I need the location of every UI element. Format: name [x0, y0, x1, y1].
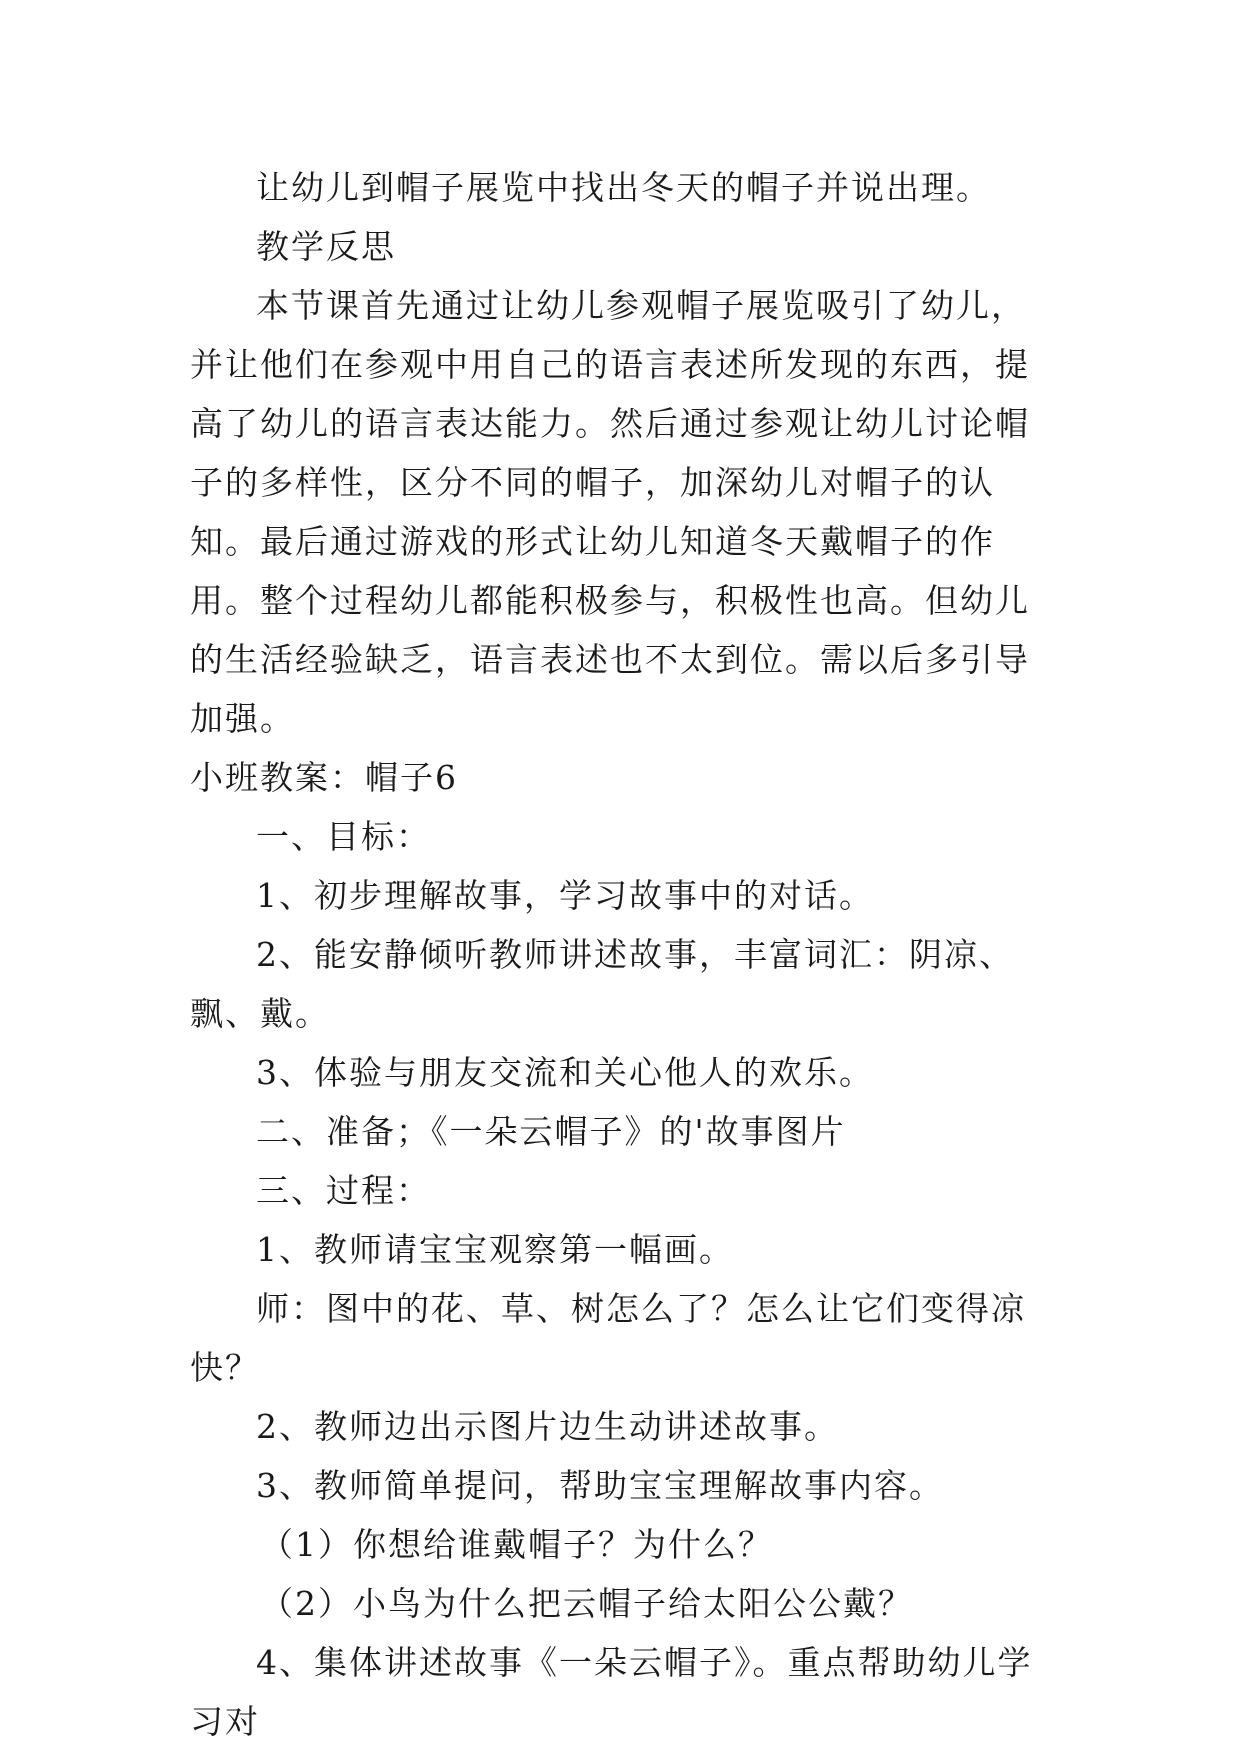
list-item: 1、教师请宝宝观察第一幅画。	[256, 1230, 734, 1269]
section-heading-reflection: 教学反思	[256, 227, 396, 266]
lesson-title: 小班教案：帽子6	[190, 758, 458, 797]
dialogue-line: 师：图中的花、草、树怎么了？怎么让它们变得凉快？	[190, 1289, 1026, 1387]
list-item: 1、初步理解故事，学习故事中的对话。	[256, 876, 874, 915]
list-item: 3、体验与朋友交流和关心他人的欢乐。	[256, 1053, 874, 1092]
paragraph: 让幼儿到帽子展览中找出冬天的帽子并说出理。	[256, 168, 991, 207]
list-item: 4、集体讲述故事《一朵云帽子》。重点帮助幼儿学习对	[190, 1643, 1033, 1741]
paragraph: 本节课首先通过让幼儿参观帽子展览吸引了幼儿，并让他们在参观中用自己的语言表述所发现的东西，提高了幼儿的语言表达能力。然后通过参观让幼儿讨论帽子的多样性，区分不同的帽子，加深幼儿对帽子的认知。最后通过游戏的形式让幼儿知道冬天戴帽子的作用。整个过程幼儿都能积极参与，积极性也高。但幼儿的生活经验缺乏，语言表述也不太到位。需以后多引导加强。	[190, 286, 1030, 738]
list-item: 2、能安静倾听教师讲述故事，丰富词汇：阴凉、飘、戴。	[190, 935, 1014, 1033]
list-item: 2、教师边出示图片边生动讲述故事。	[256, 1407, 839, 1446]
section-heading-process: 三、过程：	[256, 1171, 431, 1210]
question-item: （1）你想给谁戴帽子？为什么？	[260, 1525, 773, 1564]
section-heading-preparation: 二、准备；《一朵云帽子》的'故事图片	[256, 1112, 846, 1151]
document-body	[190, 158, 1050, 1751]
list-item: 3、教师简单提问，帮助宝宝理解故事内容。	[256, 1466, 944, 1505]
section-heading-goals: 一、目标：	[256, 817, 431, 856]
question-item: （2）小鸟为什么把云帽子给太阳公公戴？	[260, 1584, 913, 1623]
